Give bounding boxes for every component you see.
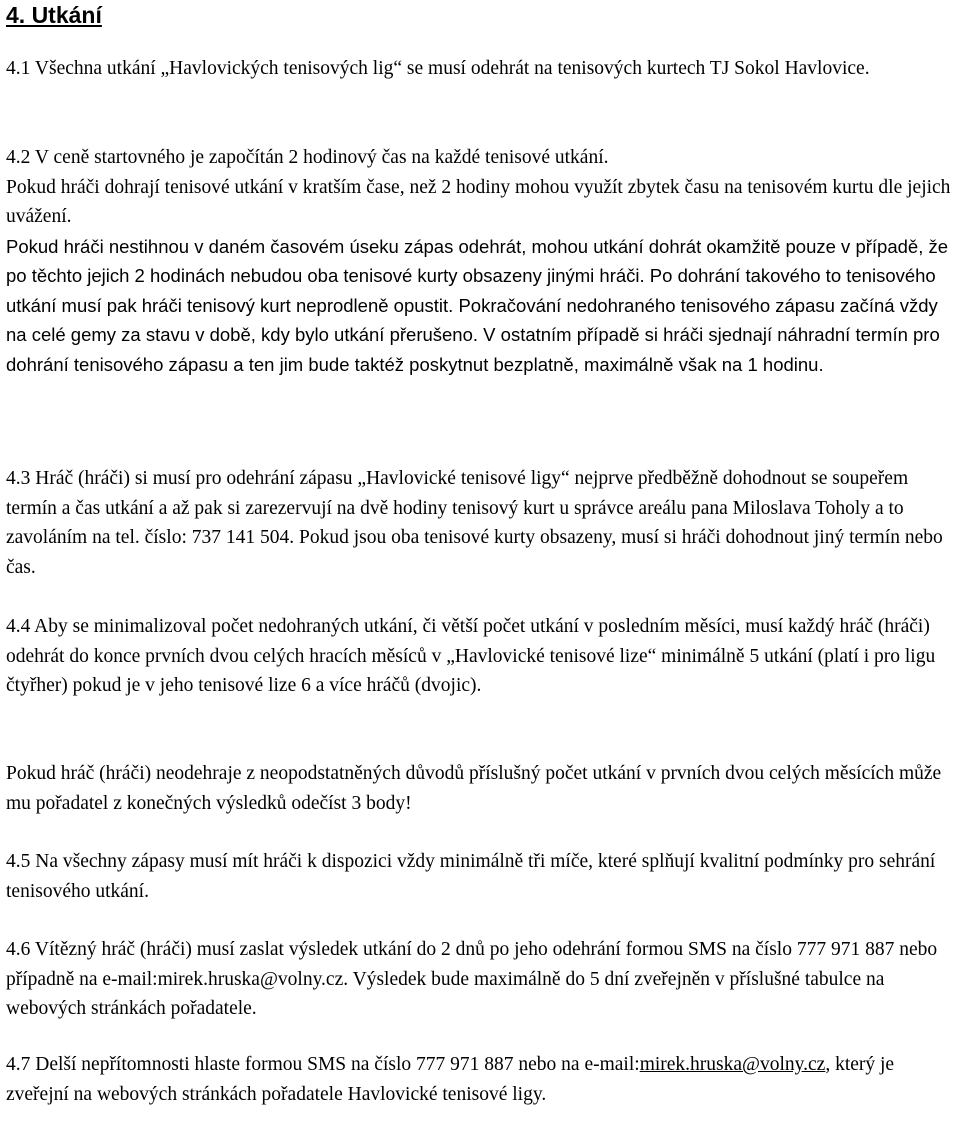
paragraph-penalty-text: Pokud hráč (hráči) neodehraje z neopodstatněných důvodů příslušný počet utkání v prvních dvou celých měsících může mu pořadatel z konečných výsledků odečíst 3 body! [6,763,942,814]
paragraph-4-2-sans [6,232,958,380]
paragraph-4-2-c: Pokud hráči nestihnou v daném časovém úseku zápas odehrát, mohou utkání dohrát okamžitě pouze v případě, že po těchto jejich 2 hodinách nebudou oba tenisové kurty obsazeny jinými hráči. [6,235,949,286]
paragraph-4-7 [6,1050,958,1109]
paragraph-4-2-b: Pokud hráči dohrají tenisové utkání v kratším čase, než 2 hodiny mohou využít zbytek času na tenisovém kurtu dle jejich uvážení. [6,176,951,227]
paragraph-4-2-e: Pokračování nedohraného tenisového zápasu začíná vždy na celé gemy za stavu v době, kdy bylo utkání přerušeno. [6,294,938,345]
paragraph-4-2-f: V ostatním případě si hráči sjednají náhradní termín pro dohrání tenisového zápasu a ten jim bude taktéž poskytnut bezplatně, maximálně však na 1 hodinu. [6,324,940,375]
paragraph-4-4 [6,612,958,701]
paragraph-4-2-body [6,173,958,232]
paragraph-4-2-intro: 4.2 V ceně startovného je započítán 2 hodinový čas na každé tenisové utkání. [6,147,609,168]
paragraph-4-3-text [6,464,958,582]
paragraph-4-6-text: 4.6 Vítězný hráč (hráči) musí zaslat výsledek utkání do 2 dnů po jeho odehrání formou SMS na číslo 777 971 887 nebo případně na e-mail:mirek.hruska@volny.cz. Výsledek bude maximálně do 5 dní zveřejněn v příslušné tabulce na webových stránkách pořadatele. [6,939,938,1019]
phone-number: : 737 141 504. [181,527,295,548]
paragraph-4-1 [6,54,958,84]
paragraph-penalty [6,759,958,818]
paragraph-4-2 [6,143,958,379]
paragraph-4-3-a: 4.3 Hráč (hráči) si musí pro odehrání zápasu „Havlovické tenisové ligy“ nejprve předběžně dohodnout se soupeřem termín a čas utkání a až pak si zarezervují na dvě hodiny tenisový kurt u správce areálu pana Miloslava Toholy a to zavoláním na tel. číslo [6,468,909,548]
paragraph-4-4-text: 4.4 Aby se minimalizoval počet nedohraných utkání, či větší počet utkání v posledním měsíci, musí každý hráč (hráči) odehrát do konce prvních dvou celých hracích měsíců v „Havlovické tenisové lize“ minimálně 5 utkání (platí i pro ligu čtyřher) pokud je v jeho tenisové lize 6 a více hráčů (dvojic). [6,616,936,696]
email-link[interactable]: mirek.hruska@volny.cz [639,1054,826,1075]
paragraph-4-6 [6,935,958,1024]
paragraph-4-7-b: , který je zveřejní na webových stránkách pořadatele Havlovické tenisové ligy. [6,1054,895,1105]
paragraph-4-2-d: Po dohrání takového to tenisového utkání musí pak hráči tenisový kurt neprodleně opustit. [6,265,936,316]
paragraph-4-5-text: 4.5 Na všechny zápasy musí mít hráči k dispozici vždy minimálně tři míče, které splňují kvalitní podmínky pro sehrání tenisového utkání. [6,851,936,902]
paragraph-4-3 [6,464,958,582]
paragraph-4-3-c: Pokud jsou oba tenisové kurty obsazeny, musí si hráči dohodnout jiný termín nebo čas. [6,527,943,578]
paragraph-4-7-text [6,1050,958,1109]
paragraph-4-1-text: 4.1 Všechna utkání „Havlovických tenisových lig“ se musí odehrát na tenisových kurtech TJ Sokol Havlovice. [6,58,870,79]
paragraph-4-7-a: 4.7 Delší nepřítomnosti hlaste formou SMS na číslo 777 971 887 nebo na e-mail: [6,1054,640,1075]
paragraph-4-5 [6,847,958,906]
section-heading: 4. Utkání [6,2,102,28]
